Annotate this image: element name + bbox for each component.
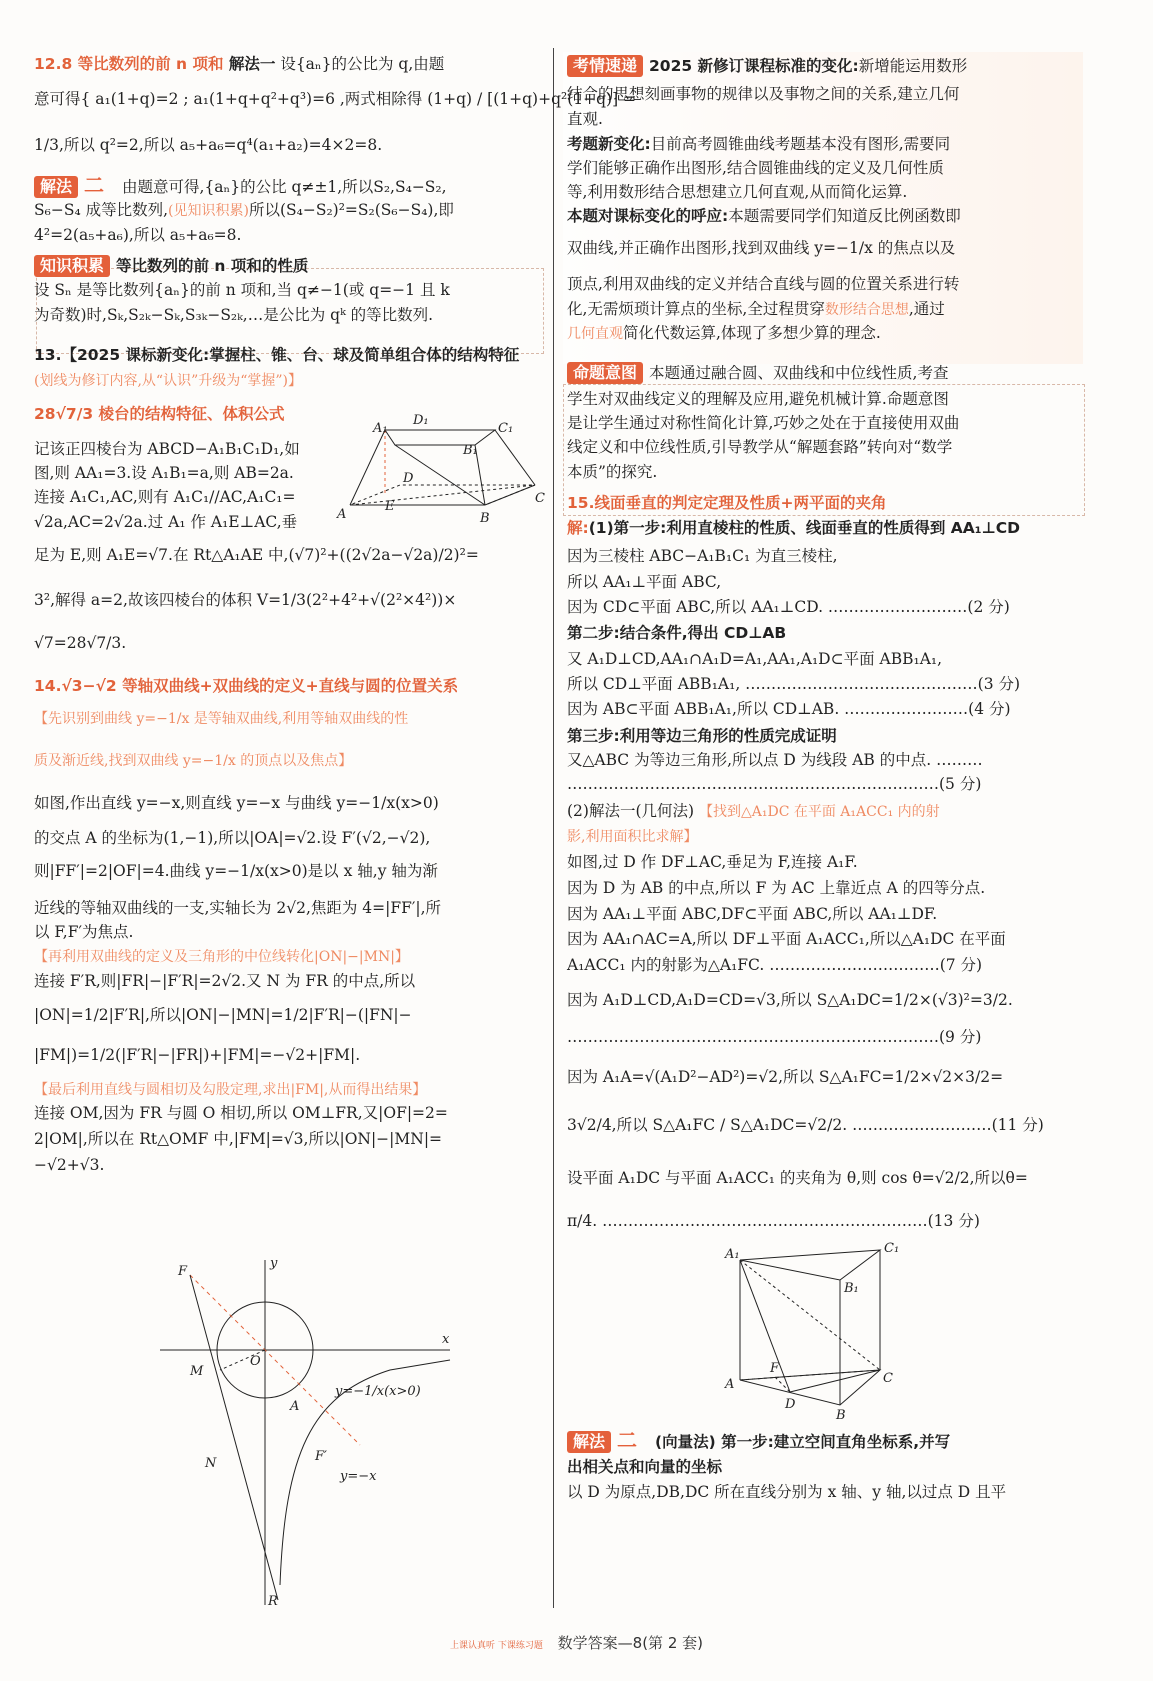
right-text-line — [567, 928, 1006, 950]
text-segment: 解: — [567, 519, 589, 537]
text-segment: A₁ACC₁ 内的射影为△A₁FC. ……………………………(7 分) — [567, 956, 983, 974]
text-segment: 本质”的探究. — [567, 463, 658, 481]
text-segment: 【先识别到曲线 y=−1/x 是等轴双曲线,利用等轴双曲线的性 — [34, 711, 409, 727]
point-label: M — [190, 1364, 204, 1379]
right-text-line — [567, 1114, 1044, 1136]
left-text-line — [34, 199, 454, 222]
text-segment: 13.【2025 课标新变化:掌握柱、锥、台、球及简单组合体的结构特征 — [34, 346, 520, 364]
text-segment: 连接 OM,因为 FR 与圆 O 相切,所以 OM⊥FR,又|OF|=2= — [34, 1104, 448, 1122]
text-segment: 影,利用面积比求解】 — [567, 829, 698, 845]
text-segment: 解法一 — [228, 55, 276, 73]
line-label: y=−x — [340, 1469, 377, 1484]
text-segment: 以 D 为原点,DB,DC 所在直线分别为 x 轴、y 轴,以过点 D 且平 — [567, 1483, 1007, 1501]
left-text-line — [34, 827, 430, 849]
right-text-line — [567, 436, 952, 458]
text-segment: 第三步:利用等边三角形的性质完成证明 — [567, 727, 837, 745]
left-text-line — [34, 255, 308, 277]
right-text-line — [567, 273, 959, 295]
text-segment: 本题需要同学们知道反比例函数即 — [728, 207, 961, 225]
text-segment: (向量法) 第一步:建立空间直角坐标系,并写 — [655, 1433, 951, 1451]
left-text-line — [34, 1078, 426, 1101]
frustum-figure — [337, 410, 545, 550]
left-text-line — [34, 707, 408, 730]
right-text-line — [567, 108, 603, 130]
section-tag: 命题意图 — [567, 362, 643, 384]
right-text-line — [567, 388, 949, 410]
text-segment: 28√7/3 棱台的结构特征、体积公式 — [34, 405, 285, 423]
frustum-label: C — [535, 491, 545, 506]
left-text-line — [34, 53, 444, 75]
left-text-line — [34, 462, 294, 484]
text-segment: 如图,过 D 作 DF⊥AC,垂足为 F,连接 A₁F. — [567, 853, 858, 871]
right-text-line — [567, 545, 838, 567]
right-text-line — [567, 322, 881, 345]
text-segment: 设 Sₙ 是等比数列{aₙ}的前 n 项和,当 q≠−1(或 q=−1 且 k — [34, 281, 450, 299]
text-segment: |FM|)=1/2(|F′R|−|FR|)+|FM|=−√2+|FM|. — [34, 1046, 361, 1064]
prism-label: D — [785, 1397, 796, 1412]
hyperbola-figure — [160, 1255, 460, 1615]
right-text-line — [567, 749, 983, 771]
text-segment: ………………………………………………………………(5 分) — [567, 775, 982, 793]
text-segment: 2025 新修订课程标准的变化: — [649, 57, 859, 75]
right-text-line — [567, 1429, 950, 1453]
left-text-line — [34, 174, 447, 198]
right-text-line — [567, 55, 967, 77]
text-segment: 3√2/4,所以 S△A₁FC / S△A₁DC=√2/2. ………………………(11 分) — [567, 1116, 1044, 1134]
text-segment: 学们能够正确作出图形,结合圆锥曲线的定义及几何性质 — [567, 159, 944, 177]
text-segment: √2a,AC=2√2a.过 A₁ 作 A₁E⊥AC,垂 — [34, 513, 298, 531]
left-text-line — [34, 134, 382, 156]
point-label: R — [268, 1594, 278, 1609]
left-text-line — [34, 921, 133, 943]
text-segment: 又 A₁D⊥CD,AA₁∩A₁D=A₁,AA₁,A₁D⊂平面 ABB₁A₁, — [567, 650, 943, 668]
text-segment: 直观. — [567, 110, 603, 128]
text-segment: 以 F,F′为焦点. — [34, 923, 134, 941]
text-segment: 记该正四棱台为 ABCD−A₁B₁C₁D₁,如 — [34, 440, 300, 458]
text-segment: 【最后利用直线与圆相切及勾股定理,求出|FM|,从而得出结果】 — [34, 1082, 427, 1098]
right-text-line — [567, 1210, 980, 1232]
text-segment: 因为三棱柱 ABC−A₁B₁C₁ 为直三棱柱, — [567, 547, 838, 565]
point-label: F′ — [315, 1449, 327, 1464]
text-segment: (划线为修订内容,从“认识”升级为“掌握”)】 — [34, 373, 303, 389]
left-text-line — [34, 1044, 360, 1066]
right-text-line — [567, 800, 940, 823]
right-text-line — [567, 903, 937, 925]
left-text-line — [34, 486, 296, 508]
left-text-line — [34, 897, 441, 919]
text-segment: 【再利用双曲线的定义及三角形的中位线转化|ON|−|MN|】 — [34, 949, 409, 965]
left-text-line — [34, 224, 241, 246]
prism-label: C₁ — [884, 1241, 900, 1256]
text-segment: 15.线面垂直的判定定理及性质+两平面的夹角 — [567, 494, 887, 512]
right-text-line — [567, 989, 1013, 1011]
prism-label: A — [725, 1377, 735, 1392]
text-segment: 出相关点和向量的坐标 — [567, 1458, 723, 1476]
text-segment: 数形结合思想 — [824, 302, 909, 318]
text-segment: 2|OM|,所以在 Rt△OMF 中,|FM|=√3,所以|ON|−|MN|= — [34, 1130, 443, 1148]
frustum-label: C₁ — [498, 421, 514, 436]
right-text-line — [567, 725, 837, 747]
section-tag: 解法 — [567, 1431, 611, 1453]
text-segment: 是让学生通过对称性简化计算,巧妙之处在于直接使用双曲 — [567, 414, 960, 432]
axis-label-y: y — [270, 1256, 278, 1271]
right-text-line — [567, 825, 697, 848]
text-segment: 所以 AA₁⊥平面 ABC, — [567, 573, 722, 591]
text-segment: 因为 CD⊂平面 ABC,所以 AA₁⊥CD. ………………………(2 分) — [567, 598, 1010, 616]
left-text-line — [34, 1004, 412, 1026]
right-text-line — [567, 1456, 722, 1478]
right-text-line — [567, 773, 981, 795]
text-segment: 意可得{ a₁(1+q)=2 ; a₁(1+q+q²+q³)=6 ,两式相除得 (1+q) / [(1+q)+q²(1+q)] = — [34, 90, 637, 108]
prism-figure — [725, 1240, 930, 1423]
frustum-label: B₁ — [463, 443, 478, 458]
left-text-line — [34, 675, 458, 697]
text-segment: 目前高考圆锥曲线考题基本没有图形,需要同 — [650, 135, 951, 153]
left-text-line — [34, 589, 456, 611]
text-segment: 几何直观 — [567, 326, 623, 342]
point-label: O — [250, 1354, 261, 1369]
prism-label: C — [883, 1371, 893, 1386]
right-text-line — [567, 133, 950, 155]
left-text-line — [34, 279, 450, 301]
text-segment: 由题意可得,{aₙ}的公比 q≠±1,所以S₂,S₄−S₂, — [122, 178, 447, 196]
left-text-line — [34, 304, 433, 326]
frustum-label: E — [385, 499, 395, 514]
right-text-line — [567, 362, 948, 384]
text-segment: 【找到△A₁DC 在平面 A₁ACC₁ 内的射 — [698, 804, 940, 820]
text-segment: S₆−S₄ 成等比数列, — [34, 201, 169, 219]
text-segment: ………………………………………………………………(9 分) — [567, 1028, 982, 1046]
point-label: A — [290, 1399, 300, 1414]
frustum-label: B — [480, 511, 490, 526]
left-text-line — [34, 1128, 442, 1150]
text-segment: 双曲线,并正确作出图形,找到双曲线 y=−1/x 的焦点以及 — [567, 239, 956, 257]
left-text-line — [34, 344, 519, 366]
text-segment: √7=28√7/3. — [34, 634, 127, 652]
text-segment: ,通过 — [908, 300, 945, 318]
prism-label: B₁ — [844, 1281, 859, 1296]
frustum-label: D₁ — [413, 413, 429, 428]
text-segment: (见知识积累) — [168, 203, 249, 219]
text-segment: 12.8 等比数列的前 n 项和 — [34, 55, 229, 73]
text-segment: 质及渐近线,找到双曲线 y=−1/x 的顶点以及焦点】 — [34, 753, 353, 769]
section-tag: 知识积累 — [34, 255, 110, 277]
left-text-line — [34, 749, 352, 772]
right-text-line — [567, 954, 982, 976]
right-text-line — [567, 571, 721, 593]
left-text-line — [34, 632, 126, 654]
left-text-line — [34, 369, 302, 392]
right-text-line — [567, 596, 1010, 618]
text-segment: 所以 CD⊥平面 ABB₁A₁, ………………………………………(3 分) — [567, 675, 1021, 693]
right-text-line — [567, 157, 944, 179]
text-segment: 因为 AB⊂平面 ABB₁A₁,所以 CD⊥AB. ……………………(4 分) — [567, 700, 1011, 718]
text-segment: 等,利用数形结合思想建立几何直观,从而简化运算. — [567, 183, 908, 201]
text-segment: 的交点 A 的坐标为(1,−1),所以|OA|=√2.设 F′(√2,−√2), — [34, 829, 431, 847]
text-segment: 如图,作出直线 y=−x,则直线 y=−x 与曲线 y=−1/x(x>0) — [34, 794, 439, 812]
footer-page-label: 数学答案—8(第 2 套) — [557, 1634, 703, 1652]
right-text-line — [567, 673, 1020, 695]
right-text-line — [567, 1026, 981, 1048]
text-segment: (1)第一步:利用直棱柱的性质、线面垂直的性质得到 AA₁⊥CD — [588, 519, 1020, 537]
text-segment: 为奇数)时,Sₖ,S₂ₖ−Sₖ,S₃ₖ−S₂ₖ,…是公比为 qᵏ 的等比数列. — [34, 306, 434, 324]
text-segment: 二 — [84, 173, 105, 197]
text-segment: 设{aₙ}的公比为 q,由题 — [275, 55, 445, 73]
text-segment: 简化代数运算,体现了多想少算的理念. — [623, 324, 881, 342]
right-text-line — [567, 237, 955, 259]
section-tag: 解法 — [34, 176, 78, 198]
text-segment: 设平面 A₁DC 与平面 A₁ACC₁ 的夹角为 θ,则 cos θ=√2/2,所以θ= — [567, 1169, 1028, 1187]
right-text-line — [567, 648, 942, 670]
column-divider — [553, 48, 554, 1608]
prism-label: B — [836, 1408, 846, 1423]
footer-logo: 上课认真听 下课练习题 — [450, 1641, 543, 1651]
left-text-line — [34, 403, 285, 425]
text-segment: 因为 AA₁⊥平面 ABC,DF⊂平面 ABC,所以 AA₁⊥DF. — [567, 905, 938, 923]
section-tag: 考情速递 — [567, 55, 643, 77]
right-text-line — [567, 517, 1020, 539]
text-segment: 近线的等轴双曲线的一支,实轴长为 2√2,焦距为 4=|FF′|,所 — [34, 899, 442, 917]
frustum-label: A₁ — [373, 421, 388, 436]
text-segment: 考题新变化: — [567, 135, 651, 153]
text-segment: 连接 F′R,则|FR|−|F′R|=2√2.又 N 为 FR 的中点,所以 — [34, 972, 416, 990]
text-segment: 本题对课标变化的呼应: — [567, 207, 729, 225]
right-text-line — [567, 877, 985, 899]
text-segment: 线定义和中位线性质,引导教学从“解题套路”转向对“数学 — [567, 438, 953, 456]
left-text-line — [34, 511, 297, 533]
text-segment: 14.√3−√2 等轴双曲线+双曲线的定义+直线与圆的位置关系 — [34, 677, 459, 695]
right-text-line — [567, 1481, 1006, 1503]
text-segment: 足为 E,则 A₁E=√7.在 Rt△A₁AE 中,(√7)²+((2√2a−√2a)/2)²= — [34, 546, 479, 564]
text-segment: 因为 A₁D⊥CD,A₁D=CD=√3,所以 S△A₁DC=1/2×(√3)²=3/2. — [567, 991, 1013, 1009]
text-segment: 结合的思想刻画事物的规律以及事物之间的关系,建立几何 — [567, 85, 960, 103]
point-label: N — [205, 1456, 217, 1471]
page-footer — [0, 1632, 1153, 1653]
right-text-line — [567, 412, 959, 434]
text-segment: |ON|=1/2|F′R|,所以|ON|−|MN|=1/2|F′R|−(|FN|− — [34, 1006, 412, 1024]
text-segment: 4²=2(a₅+a₆),所以 a₅+a₆=8. — [34, 226, 242, 244]
text-segment: 本题通过融合圆、双曲线和中位线性质,考查 — [649, 364, 949, 382]
point-label: F — [178, 1264, 188, 1279]
text-segment: 等比数列的前 n 项和的性质 — [116, 257, 309, 275]
text-segment: 学生对双曲线定义的理解及应用,避免机械计算.命题意图 — [567, 390, 949, 408]
frustum-label: D — [403, 471, 414, 486]
text-segment: 3²,解得 a=2,故该四棱台的体积 V=1/3(2²+4²+√(2²×4²))× — [34, 591, 457, 609]
text-segment: −√2+√3. — [34, 1156, 105, 1174]
right-text-line — [567, 492, 886, 514]
left-text-line — [34, 945, 409, 968]
text-segment: 连接 A₁C₁,AC,则有 A₁C₁//AC,A₁C₁= — [34, 488, 296, 506]
text-segment: π/4. ………………………………………………………(13 分) — [567, 1212, 980, 1230]
left-text-line — [34, 1154, 104, 1176]
right-text-line — [567, 181, 907, 203]
text-segment: 1/3,所以 q²=2,所以 a₅+a₆=q⁴(a₁+a₂)=4×2=8. — [34, 136, 383, 154]
text-segment: 顶点,利用双曲线的定义并结合直线与圆的位置关系进行转 — [567, 275, 960, 293]
left-text-line — [34, 792, 439, 814]
right-text-line — [567, 1167, 1028, 1189]
prism-label: F — [770, 1361, 780, 1376]
right-text-line — [567, 851, 858, 873]
axis-label-x: x — [442, 1332, 450, 1347]
text-segment: 则|FF′|=2|OF|=4.曲线 y=−1/x(x>0)是以 x 轴,y 轴为渐 — [34, 862, 438, 880]
left-text-line — [34, 970, 415, 992]
text-segment: (2)解法一(几何法) — [567, 802, 699, 820]
text-segment: 二 — [617, 1428, 638, 1452]
right-text-line — [567, 298, 945, 321]
right-text-line — [567, 698, 1011, 720]
text-segment: 图,则 AA₁=3.设 A₁B₁=a,则 AB=2a. — [34, 464, 294, 482]
text-segment: 因为 AA₁∩AC=A,所以 DF⊥平面 A₁ACC₁,所以△A₁DC 在平面 — [567, 930, 1006, 948]
right-text-line — [567, 461, 657, 483]
left-text-line — [34, 860, 438, 882]
right-text-line — [567, 83, 959, 105]
left-text-line — [34, 88, 636, 110]
prism-label: A₁ — [725, 1247, 740, 1262]
left-text-line — [34, 1102, 448, 1124]
frustum-label: A — [337, 507, 347, 522]
right-text-line — [567, 205, 961, 227]
text-segment: 又△ABC 为等边三角形,所以点 D 为线段 AB 的中点. ……… — [567, 751, 983, 769]
text-segment: 因为 A₁A=√(A₁D²−AD²)=√2,所以 S△A₁FC=1/2×√2×3/2= — [567, 1068, 1004, 1086]
curve-label: y=−1/x(x>0) — [335, 1384, 421, 1399]
text-segment: 化,无需烦琐计算点的坐标,全过程贯穿 — [567, 300, 825, 318]
left-text-line — [34, 438, 300, 460]
text-segment: 新增能运用数形 — [858, 57, 968, 75]
right-text-line — [567, 1066, 1003, 1088]
text-segment: 所以(S₄−S₂)²=S₂(S₆−S₄),即 — [248, 201, 454, 219]
right-text-line — [567, 622, 786, 644]
text-segment: 因为 D 为 AB 的中点,所以 F 为 AC 上靠近点 A 的四等分点. — [567, 879, 986, 897]
text-segment: 第二步:结合条件,得出 CD⊥AB — [567, 624, 787, 642]
